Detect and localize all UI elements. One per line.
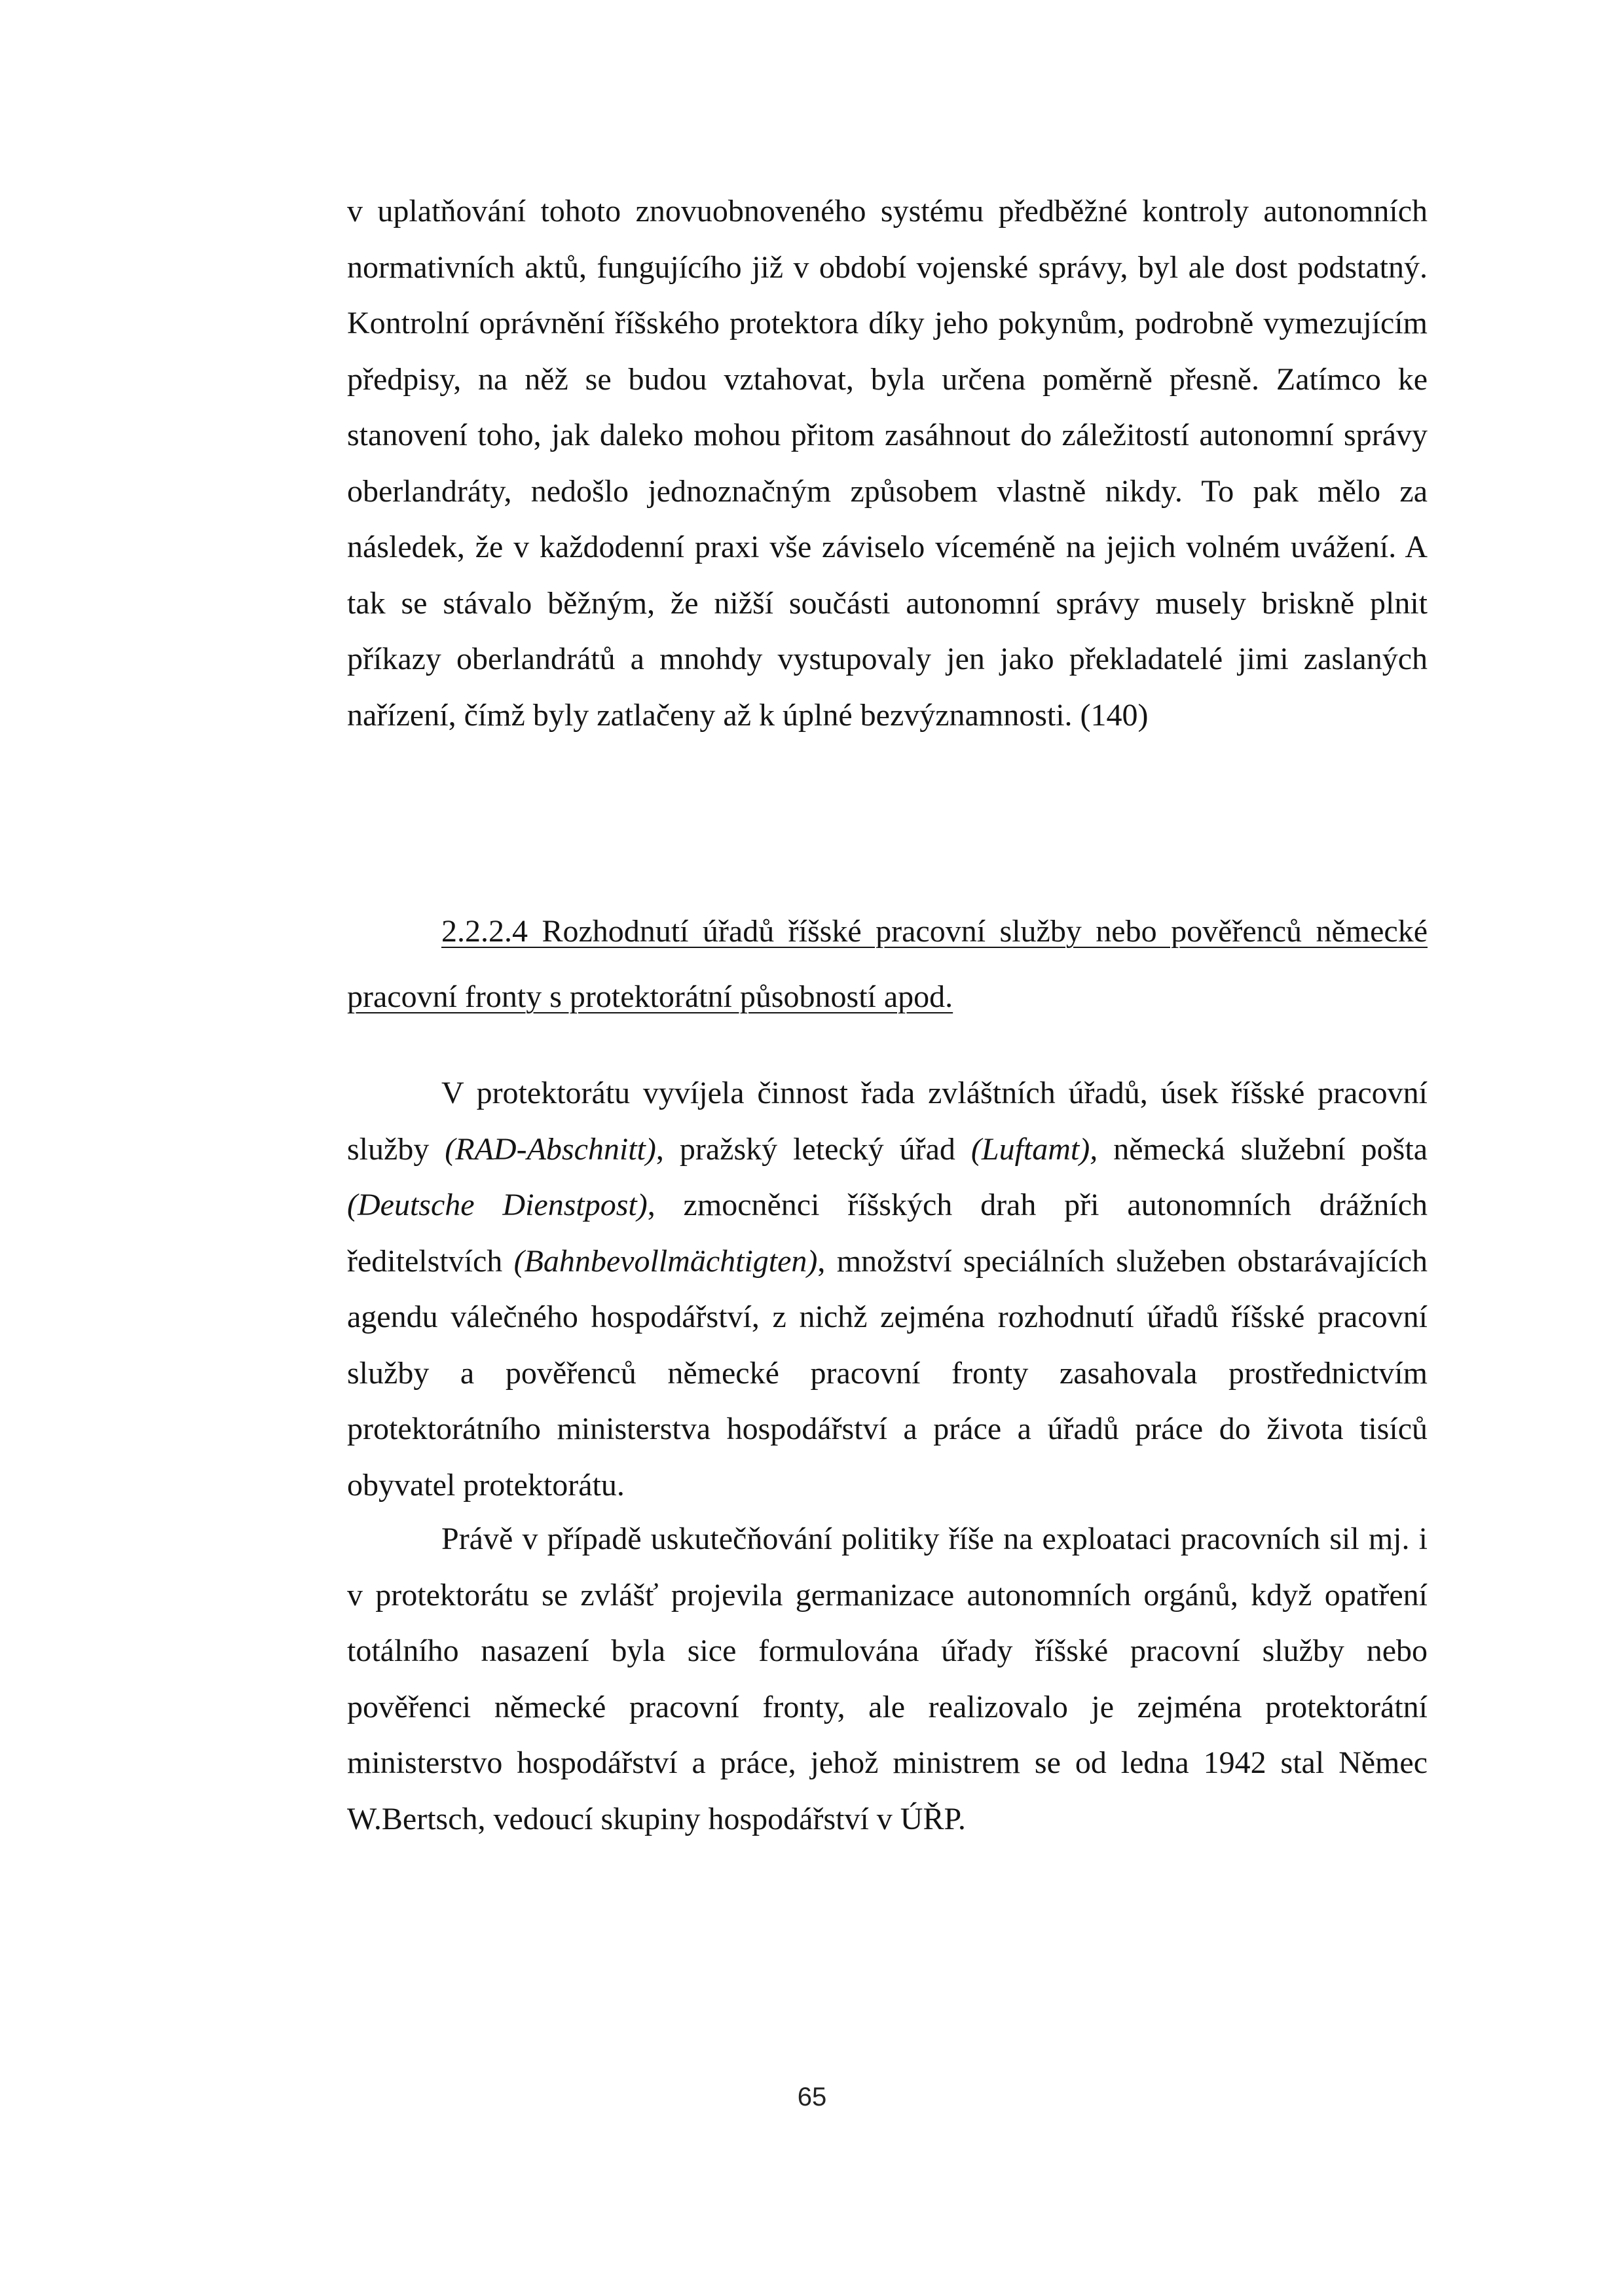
paragraph-text: , pražský letecký úřad bbox=[655, 1131, 971, 1167]
paragraph-text: , zmocněnci říšských drah při autonomních drážních ředitelstvích bbox=[347, 1188, 1428, 1279]
paragraph-text: V protektorátu vyvíjela činnost řada zvláštních úřadů, úsek říšské pracovní služby bbox=[347, 1076, 1428, 1167]
section-heading-text: 2.2.2.4 Rozhodnutí úřadů říšské pracovní služby nebo pověřenců německé pracovní fronty s protektorátní působností apod. bbox=[347, 914, 1428, 1014]
body-paragraph: v uplatňování tohoto znovuobnoveného systému předběžné kontroly autonomních normativních aktů, fungujícího již v období vojenské správy, byl ale dost podstatný. Kontrolní oprávnění říšského protektora díky jeho pokynům, podrobně vymezujícím předpisy, na něž se budou vztahovat, byla určena poměrně přesně. Zatímco ke stanovení toho, jak daleko mohou přitom zasáhnout do záležitostí autonomní správy oberlandráty, nedošlo jednoznačným způsobem vlastně nikdy. To pak mělo za následek, že v každodenní praxi vše záviselo víceméně na jejich volném uvážení. A tak se stávalo běžným, že nižší součásti autonomní správy musely briskně plnit příkazy oberlandrátů a mnohdy vystupovaly jen jako překladatelé jimi zaslaných nařízení, čímž byly zatlačeny až k úplné bezvýznamnosti. (140) bbox=[347, 194, 1428, 733]
section-heading bbox=[347, 899, 1428, 1030]
paragraph-text: německá služební pošta bbox=[1098, 1131, 1428, 1167]
italic-term: (Bahnbevollmächtigten) bbox=[513, 1243, 818, 1279]
body-paragraph: Právě v případě uskutečňování politiky říše na exploataci pracovních sil mj. i v protektorátu se zvlášť projevila germanizace autonomních orgánů, když opatření totálního nasazení byla sice formulována úřady říšské pracovní služby nebo pověřenci německé pracovní fronty, ale realizovalo je zejména protektorátní ministerstvo hospodářství a práce, jehož ministrem se od ledna 1942 stal Němec W.Bertsch, vedoucí skupiny hospodářství v ÚŘP. bbox=[347, 1522, 1428, 1836]
italic-term: (Deutsche Dienstpost) bbox=[347, 1188, 648, 1222]
italic-term: (Luftamt), bbox=[970, 1131, 1098, 1167]
italic-term: (RAD-Abschnitt) bbox=[445, 1131, 656, 1167]
page-number: 65 bbox=[797, 2083, 827, 2111]
body-paragraph bbox=[347, 1065, 1428, 1513]
paragraph-text: , množství speciálních služeben obstarávajících agendu válečného hospodářství, z nichž zejména rozhodnutí úřadů říšské pracovní služby a pověřenců německé pracovní fronty zasahovala prostřednictvím protektorátního ministerstva hospodářství a práce a úřadů práce do života tisíců obyvatel protektorátu. bbox=[347, 1243, 1428, 1503]
